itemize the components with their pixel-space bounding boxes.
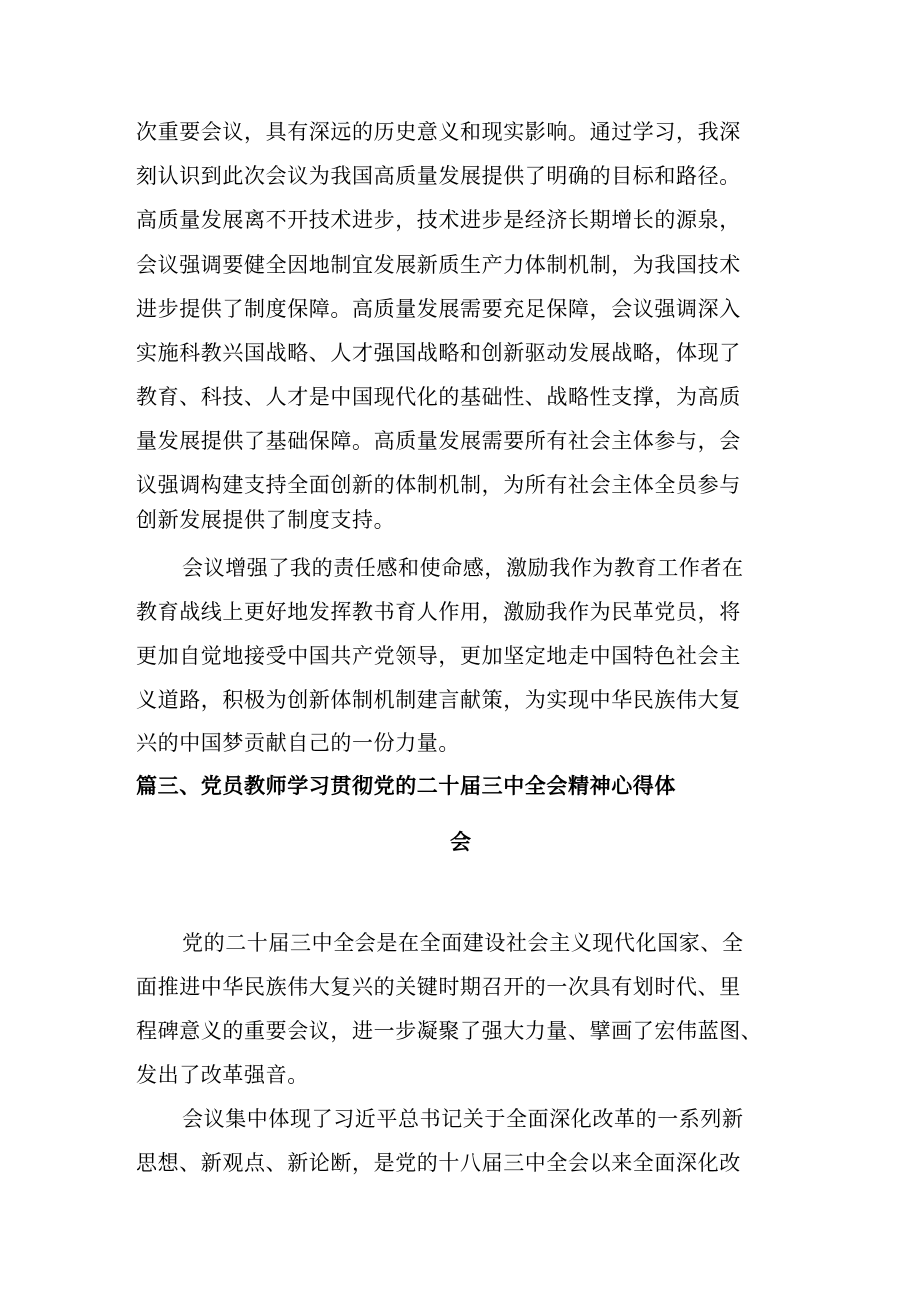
section-heading-line-2: 会 — [450, 830, 472, 854]
text-line: 程碑意义的重要会议，进一步凝聚了强大力量、擘画了宏伟蓝图、 — [136, 1019, 763, 1043]
text-line: 次重要会议，具有深远的历史意义和现实影响。通过学习，我深 — [136, 120, 741, 144]
text-line: 实施科教兴国战略、人才强国战略和创新驱动发展战略，体现了 — [136, 341, 741, 365]
text-line: 高质量发展离不开技术进步，技术进步是经济长期增长的源泉， — [136, 208, 741, 232]
text-line: 进步提供了制度保障。高质量发展需要充足保障，会议强调深入 — [136, 297, 741, 321]
text-line: 教育、科技、人才是中国现代化的基础性、战略性支撑，为高质 — [136, 385, 741, 409]
text-line: 兴的中国梦贡献自己的一份力量。 — [136, 731, 460, 755]
text-line: 会议强调要健全因地制宜发展新质生产力体制机制，为我国技术 — [136, 253, 741, 277]
text-line: 会议集中体现了习近平总书记关于全面深化改革的一系列新 — [182, 1107, 744, 1131]
text-line: 更加自觉地接受中国共产党领导，更加坚定地走中国特色社会主 — [136, 644, 741, 668]
text-line: 创新发展提供了制度支持。 — [136, 508, 396, 532]
text-line: 义道路，积极为创新体制机制建言献策，为实现中华民族伟大复 — [136, 688, 741, 712]
text-line: 量发展提供了基础保障。高质量发展需要所有社会主体参与，会 — [136, 429, 741, 453]
text-line: 面推进中华民族伟大复兴的关键时期召开的一次具有划时代、里 — [136, 975, 741, 999]
section-heading-line-1: 篇三、党员教师学习贯彻党的二十届三中全会精神心得体 — [136, 774, 676, 798]
text-line: 思想、新观点、新论断，是党的十八届三中全会以来全面深化改 — [136, 1151, 741, 1175]
text-line: 刻认识到此次会议为我国高质量发展提供了明确的目标和路径。 — [136, 164, 741, 188]
text-line: 党的二十届三中全会是在全面建设社会主义现代化国家、全 — [182, 931, 744, 955]
text-line: 发出了改革强音。 — [136, 1063, 309, 1087]
text-line: 议强调构建支持全面创新的体制机制，为所有社会主体全员参与 — [136, 473, 741, 497]
text-line: 教育战线上更好地发挥教书育人作用，激励我作为民革党员，将 — [136, 600, 741, 624]
text-line: 会议增强了我的责任感和使命感，激励我作为教育工作者在 — [182, 556, 744, 580]
